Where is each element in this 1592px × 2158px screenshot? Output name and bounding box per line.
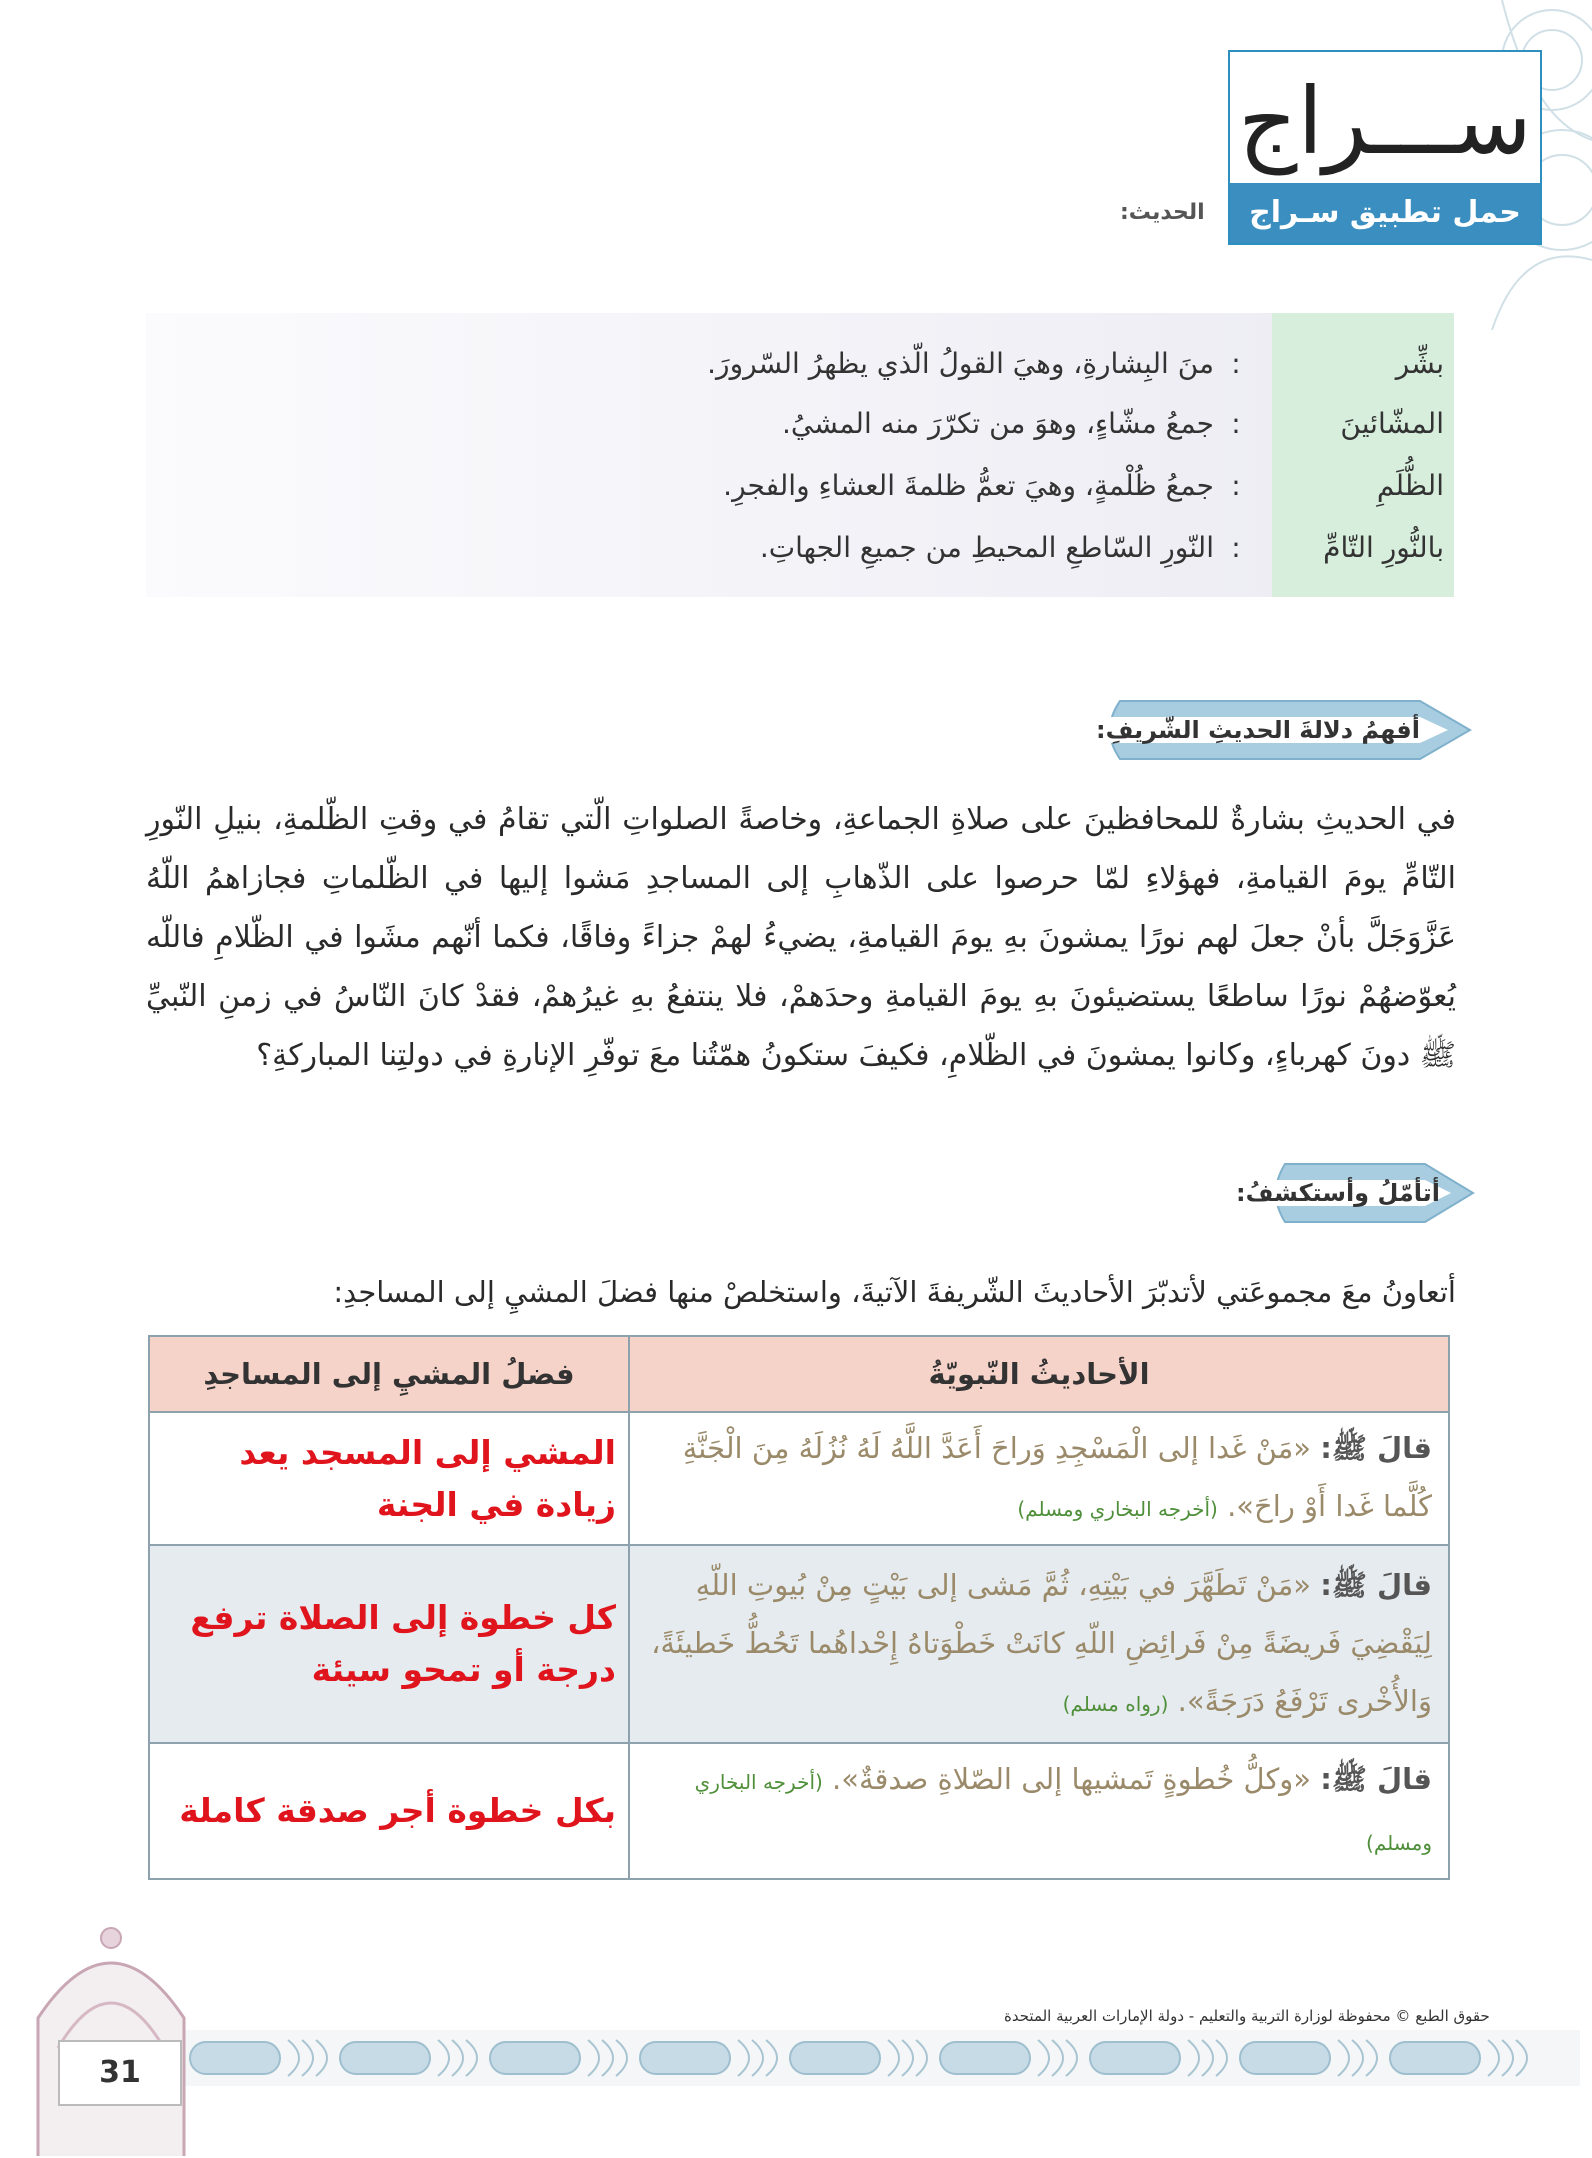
vocab-term: بشِّر	[1395, 347, 1444, 380]
siraj-logo[interactable]	[1228, 50, 1542, 245]
vocab-term: الظُّلَمِ	[1376, 469, 1444, 502]
explanation-paragraph: في الحديثِ بشارةٌ للمحافظينَ على صلاةِ الجماعةِ، وخاصةً الصلواتِ الّتي تقامُ في وقتِ الظّلمةِ، بنيلِ النّورِ التّامِّ يومَ القيامةِ، فهؤلاءِ لمّا حرصوا على الذّهابِ إلى المساجدِ مَشوا إليها في الظّلماتِ فجازاهمُ اللّهُ عَزَّوَجَلَّ بأنْ جعلَ لهم نورًا يمشونَ بهِ يومَ القيامةِ، يضيءُ لهمْ جزاءً وفاقًا، فكما أنّهم مشَوا في الظّلامِ فاللّه يُعوّضهُمْ نورًا ساطعًا يستضيئونَ بهِ يومَ القيامةِ وحدَهمْ، فلا ينتفعُ بهِ غيرُهمْ، فقدْ كانَ النّاسُ في زمنِ النّبيِّ ﷺ دونَ كهرباءٍ، وكانوا يمشونَ في الظّلامِ، فكيفَ ستكونُ همّتُنا معَ توفّرِ الإنارةِ في دولتِنا المباركةِ؟	[146, 802, 1456, 1073]
hadith-speaker: قالَ ﷺ:	[1320, 1567, 1432, 1602]
hadith-source: (رواه مسلم)	[1062, 1691, 1169, 1716]
hadith-cell	[629, 1545, 1449, 1743]
vocab-colon: :	[1231, 531, 1241, 564]
section-title: أفهمُ دلالةَ الحديثِ الشّريفِ:	[1095, 716, 1420, 744]
section-tag-reflect	[1236, 1158, 1480, 1228]
hadith-source: (أخرجه البخاري ومسلم)	[1017, 1497, 1218, 1521]
activity-instruction: أتعاونُ معَ مجموعَتي لأتدبّرَ الأحاديثَ الشّريفةَ الآتيةَ، واستخلصْ منها فضلَ المشيِ إلى المساجدِ:	[333, 1275, 1456, 1309]
page-number: 31	[58, 2040, 182, 2106]
table-header-hadiths: الأحاديثُ النّبويّةُ	[629, 1336, 1449, 1412]
section-title: أتأمّلُ وأستكشفُ:	[1236, 1179, 1440, 1207]
footer-ornament-band	[170, 2030, 1580, 2086]
vocabulary-box	[146, 313, 1454, 597]
vocab-colon: :	[1231, 347, 1241, 380]
siraj-logo-word: ســـراج	[1238, 68, 1532, 175]
page-number-arch-ornament	[28, 1898, 194, 2158]
table-header-row	[149, 1336, 1449, 1412]
hadith-text: «مَنْ غَدا إلى الْمَسْجِدِ وَراحَ أَعَدَّ اللَّهُ لَهُ نُزُلَهُ مِنَ الْجَنَّةِ كُلَّما غَدا أَوْ راحَ».	[682, 1431, 1432, 1523]
hadith-cell	[629, 1412, 1449, 1545]
hadith-text: «وكلُّ خُطوةٍ تَمشيها إلى الصّلاةِ صدقةٌ».	[832, 1762, 1311, 1796]
table-row	[149, 1743, 1449, 1879]
vocab-term: المشّائينَ	[1340, 407, 1444, 440]
vocab-definition: جمعُ ظُلْمةٍ، وهيَ تعمُّ ظلمةَ العشاءِ والفجرِ.	[723, 469, 1214, 502]
hadith-label: الحديث:	[1120, 200, 1205, 225]
vocab-definition: النّورِ السّاطعِ المحيطِ من جميعِ الجهاتِ.	[759, 531, 1214, 564]
hadith-speaker: قالَ ﷺ:	[1320, 1762, 1432, 1796]
vocab-colon: :	[1231, 407, 1241, 440]
answer-cell[interactable]: كل خطوة إلى الصلاة ترفع درجة أو تمحو سيئة	[149, 1545, 629, 1743]
vocab-term: بالنُّورِ التّامِّ	[1323, 531, 1444, 564]
siraj-logo-band: حمل تطبيق سـراج	[1230, 183, 1540, 243]
table-row	[149, 1545, 1449, 1743]
section-tag-understand	[1060, 695, 1480, 765]
hadith-table	[148, 1335, 1450, 1880]
hadith-text: «مَنْ تَطَهَّرَ في بَيْتِهِ، ثُمَّ مَشى إلى بَيْتٍ مِنْ بُيوتِ اللّهِ لِيَقْضِيَ فَريضَةً مِنْ فَرائِضِ اللّهِ كانَتْ خَطْوَتاهُ إِحْداهُما تَحُطُّ خَطيئَةً، وَالأُخْرى تَرْفَعُ دَرَجَةً».	[651, 1567, 1432, 1718]
answer-cell[interactable]: المشي إلى المسجد يعد زيادة في الجنة	[149, 1412, 629, 1545]
vocab-definition: جمعُ مشّاءٍ، وهوَ من تكرّرَ منه المشيُ.	[782, 407, 1214, 440]
copyright-notice: حقوق الطبع © محفوظة لوزارة التربية والتعليم - دولة الإمارات العربية المتحدة	[1004, 2007, 1490, 2025]
hadith-source: (أخرجه البخاري ومسلم)	[694, 1770, 1432, 1855]
answer-cell[interactable]: بكل خطوة أجر صدقة كاملة	[149, 1743, 629, 1879]
vocab-definition: منَ البِشارةِ، وهيَ القولُ الّذي يظهرُ السّرورَ.	[707, 347, 1214, 380]
vocab-colon: :	[1231, 469, 1241, 502]
hadith-cell	[629, 1743, 1449, 1879]
table-row	[149, 1412, 1449, 1545]
table-header-virtue: فضلُ المشيِ إلى المساجدِ	[149, 1336, 629, 1412]
hadith-speaker: قالَ ﷺ:	[1320, 1431, 1432, 1465]
